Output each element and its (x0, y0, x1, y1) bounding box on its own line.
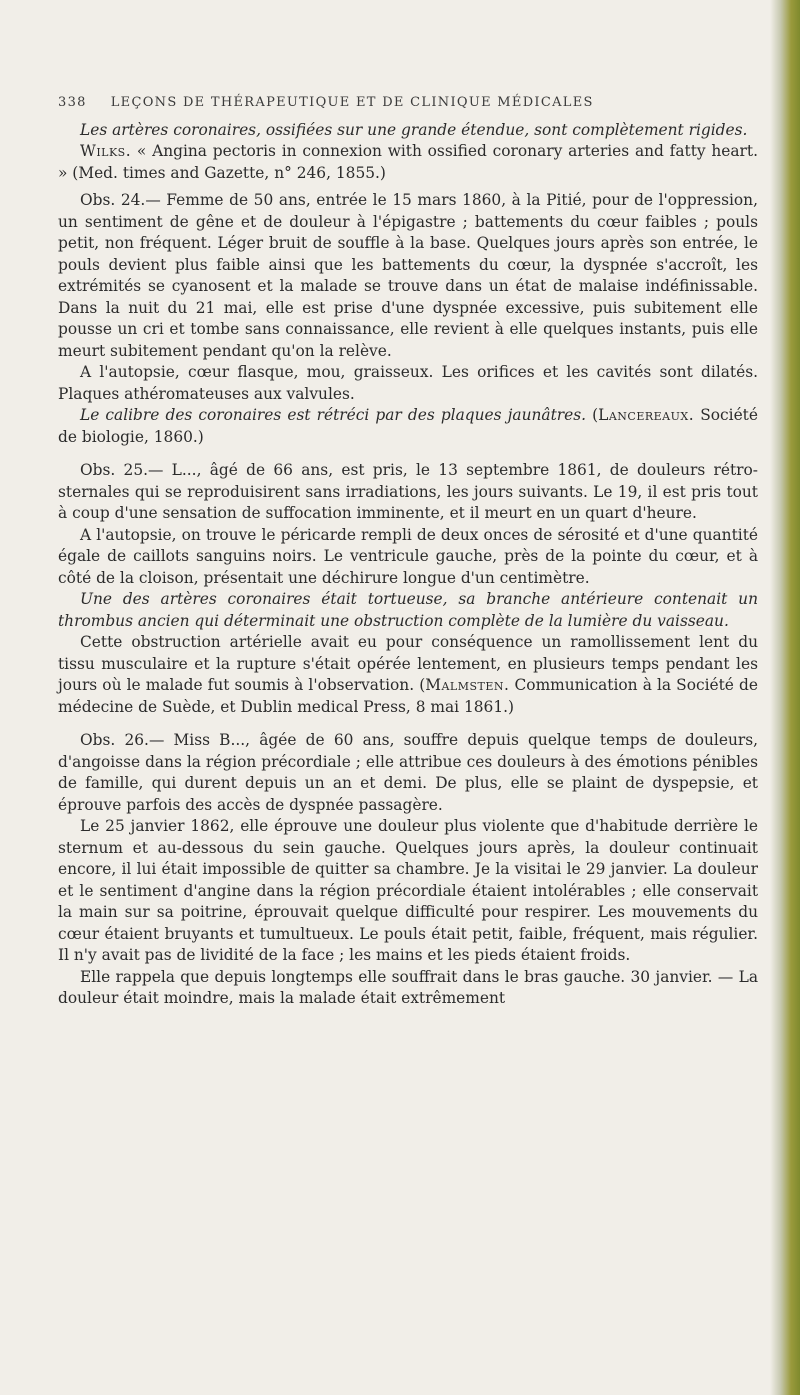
page-edge-shadow (770, 0, 800, 1395)
obs26-label: Obs. 26. (80, 731, 149, 749)
obs25-paragraph-1: Obs. 25.— L..., âgé de 66 ans, est pris, le 13 septembre 1861, de douleurs rétro-sternales qui se reproduisirent sans irradiations, les jours suivants. Le 19, il est pris tout à coup d'une sensation de suffocation imminente, et il meurt en un quart d'heure. (58, 461, 758, 522)
running-header (58, 92, 758, 114)
obs24-paragraph-2: A l'autopsie, cœur flasque, mou, graisseux. Les orifices et les cavités sont dilatés. Plaques athéromateuses aux valvules. (58, 363, 758, 403)
obs26-paragraph-2: Le 25 janvier 1862, elle éprouve une douleur plus violente que d'habitude derrière le sternum et au-dessous du sein gauche. Quelques jours après, la douleur continuait encore, il lui était impossible de quitter sa chambre. Je la visitai le 29 janvier. La douleur et le sentiment d'angine dans la région précordiale étaient intolérables ; elle conservait la main sur sa poitrine, éprouvait quelque difficulté pour respirer. Les mouvements du cœur étaient bruyants et tumultueux. Le pouls était petit, faible, fréquent, mais régulier. Il n'y avait pas de lividité de la face ; les mains et les pieds étaient froids. (58, 817, 758, 964)
obs25-label: Obs. 25. (80, 461, 149, 479)
obs24-label: Obs. 24. (80, 191, 146, 209)
obs25-paragraph-3: Une des artères coronaires était tortueuse, sa branche antérieure contenait un thrombus ancien qui déterminait une obstruction complète de la lumière du vaisseau. (58, 590, 758, 630)
intro-italic-lead: Les artères coronaires, ossifiées sur une grande étendue, sont complètement rigides. (80, 120, 748, 139)
obs26-paragraph-1: Obs. 26.— Miss B..., âgée de 60 ans, souffre depuis quelque temps de douleurs, d'angoisse dans la région précordiale ; elle attribue ces douleurs à des émotions pénibles de famille, qui durent depuis un an et demi. De plus, elle se plaint de dyspepsie, et éprouve parfois des accès de dyspnée passagère. (58, 731, 758, 814)
obs26-paragraph-3: Elle rappela que depuis longtemps elle souffrait dans le bras gauche. 30 janvier. — La douleur était moindre, mais la malade était extrêmement (58, 967, 758, 1007)
obs24-paragraph-3: Le calibre des coronaires est rétréci par des plaques jaunâtres. (Lancereaux. Société de biologie, 1860.) (58, 406, 758, 446)
page-text (58, 92, 758, 1010)
obs25-paragraph-2: A l'autopsie, on trouve le péricarde rempli de deux onces de sérosité et d'une quantité égale de caillots sanguins noirs. Le ventricule gauche, près de la pointe du cœur, et à côté de la cloison, présentait une déchirure longue d'un centimètre. (58, 525, 758, 587)
obs25-paragraph-4: Cette obstruction artérielle avait eu pour conséquence un ramollissement lent du tissu musculaire et la rupture s'était opérée lentement, en plusieurs temps pendant les jours où le malade fut soumis à l'observation. (Malmsten. Communication à la Société de médecine de Suède, et Dublin medical Press, 8 mai 1861.) (58, 633, 758, 716)
obs24-paragraph-1: Obs. 24.— Femme de 50 ans, entrée le 15 mars 1860, à la Pitié, pour de l'oppression, un sentiment de gêne et de douleur à l'épigastre ; battements du cœur faibles ; pouls petit, non fréquent. Léger bruit de souffle à la base. Quelques jours après son entrée, le pouls devient plus faible ainsi que les battements du cœur, la dyspnée s'accroît, les extrémités se cyanosent et la malade se trouve dans un état de malaise indéfinissable. Dans la nuit du 21 mai, elle est prise d'une dyspnée excessive, puis subitement elle pousse un cri et tombe sans connaissance, elle revient à elle quelques instants, puis elle meurt subitement pendant qu'on la relève. (58, 191, 758, 360)
page-number: 338 (58, 95, 87, 110)
running-title: LEÇONS DE THÉRAPEUTIQUE ET DE CLINIQUE MÉDICALES (110, 95, 594, 110)
wilks-reference: Wilks. « Angina pectoris in connexion with ossified coronary arteries and fatty heart. » (Med. times and Gazette, n° 246, 1855.) (58, 142, 758, 182)
